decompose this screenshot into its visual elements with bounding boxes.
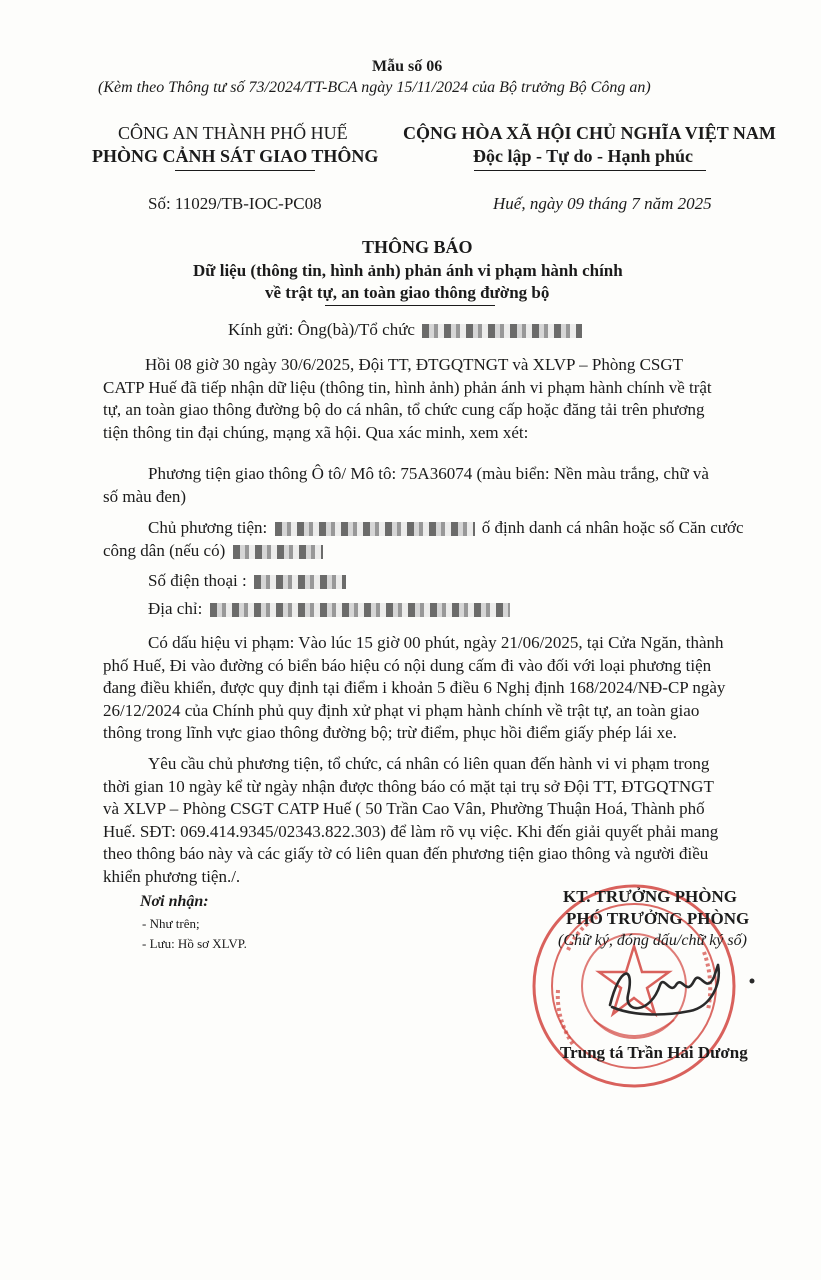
owner-paragraph: [103, 517, 744, 562]
redacted-recipient: [422, 324, 582, 338]
intro-paragraph: [103, 354, 712, 444]
form-attachment-note: (Kèm theo Thông tư số 73/2024/TT-BCA ngày 15/11/2024 của Bộ trưởng Bộ Công an): [98, 79, 651, 96]
request-line: Yêu cầu chủ phương tiện, tổ chức, cá nhân có liên quan đến hành vi vi phạm trong: [148, 754, 710, 773]
owner-line: [103, 517, 744, 540]
request-line: khiển phương tiện./.: [103, 866, 241, 886]
recipient-line: [228, 320, 585, 340]
violation-line: phố Huế, Đi vào đường có biển báo hiệu có nội dung cấm đi vào đối với loại phương tiện: [103, 655, 712, 675]
signer-title-line1: KT. TRƯỞNG PHÒNG: [563, 887, 737, 906]
signer-name: Trung tá Trần Hải Dương: [560, 1043, 748, 1062]
national-motto: Độc lập - Tự do - Hạnh phúc: [473, 146, 694, 166]
title-underline: [325, 305, 495, 306]
department-name: PHÒNG CẢNH SÁT GIAO THÔNG: [92, 146, 379, 166]
recipient-label: Kính gửi: Ông(bà)/Tổ chức: [228, 320, 415, 339]
motto-underline: [474, 170, 706, 171]
handwritten-signature-icon: [590, 955, 770, 1025]
agency-name: CÔNG AN THÀNH PHỐ HUẾ: [118, 123, 348, 143]
intro-line: tiện thông tin đại chúng, mạng xã hội. Qua xác minh, xem xét:: [103, 422, 529, 442]
request-line: theo thông báo này và các giấy tờ có liên quan đến phương tiện giao thông và người điều: [103, 844, 709, 863]
redacted-address: [210, 603, 510, 617]
owner-id-line: [103, 540, 744, 563]
violation-paragraph: [103, 632, 725, 745]
document-subtitle-line1: Dữ liệu (thông tin, hình ảnh) phản ánh vi phạm hành chính: [193, 261, 623, 280]
intro-line: tự, an toàn giao thông đường bộ do cá nhân, tổ chức cung cấp hoặc đăng tải trên phương: [103, 400, 705, 419]
recipient-item: - Lưu: Hồ sơ XLVP.: [142, 936, 247, 951]
request-paragraph: [103, 753, 718, 888]
document-subtitle-line2: về trật tự, an toàn giao thông đường bộ: [265, 283, 550, 302]
vehicle-line: Phương tiện giao thông Ô tô/ Mô tô: 75A36074 (màu biển: Nền màu trắng, chữ và: [148, 464, 709, 483]
owner-id-text: ố định danh cá nhân hoặc số Căn cước: [481, 518, 744, 537]
republic-name: CỘNG HÒA XÃ HỘI CHỦ NGHĨA VIỆT NAM: [403, 123, 776, 143]
redacted-id: [233, 545, 323, 559]
recipient-item: - Như trên;: [142, 916, 200, 931]
redacted-phone: [254, 575, 346, 589]
intro-line: CATP Huế đã tiếp nhận dữ liệu (thông tin, hình ảnh) phản ánh vi phạm hành chính về trật: [103, 377, 712, 397]
phone-line: [148, 570, 349, 593]
owner-id-label: công dân (nếu có): [103, 540, 226, 560]
violation-line: đang điều khiển, được quy định tại điểm i khoản 5 điều 6 Nghị định 168/2024/NĐ-CP ngày: [103, 678, 726, 697]
recipients-title: Nơi nhận:: [140, 893, 209, 910]
owner-label: Chủ phương tiện:: [148, 518, 268, 537]
recipients-list: [142, 914, 247, 954]
phone-label: Số điện thoại :: [148, 571, 247, 590]
signature-note: (Chữ ký, đóng dấu/chữ ký số): [558, 932, 747, 949]
violation-line: thông trong lĩnh vực giao thông đường bộ; trừ điểm, phục hồi điểm giấy phép lái xe.: [103, 723, 677, 742]
address-line: [148, 598, 513, 621]
vehicle-line: số màu đen): [103, 486, 187, 506]
form-number: Mẫu số 06: [372, 58, 443, 75]
place-and-date: Huế, ngày 09 tháng 7 năm 2025: [493, 194, 712, 213]
signer-title-line2: PHÓ TRƯỞNG PHÒNG: [566, 909, 750, 928]
department-underline: [175, 170, 315, 171]
violation-line: Có dấu hiệu vi phạm: Vào lúc 15 giờ 00 phút, ngày 21/06/2025, tại Cửa Ngăn, thành: [148, 633, 724, 652]
document-number: Số: 11029/TB-IOC-PC08: [148, 194, 322, 213]
request-line: và XLVP – Phòng CSGT CATP Huế ( 50 Trần Cao Vân, Phường Thuận Hoá, Thành phố: [103, 799, 705, 818]
document-title: THÔNG BÁO: [362, 237, 473, 257]
redacted-owner: [275, 522, 475, 536]
vehicle-paragraph: [103, 463, 709, 508]
intro-line: Hồi 08 giờ 30 ngày 30/6/2025, Đội TT, ĐTGQTNGT và XLVP – Phòng CSGT: [145, 355, 684, 374]
violation-line: 26/12/2024 của Chính phủ quy định xử phạt vi phạm hành chính về trật tự, an toàn giao: [103, 700, 700, 720]
address-label: Địa chỉ:: [148, 599, 203, 618]
request-line: thời gian 10 ngày kể từ ngày nhận được thông báo có mặt tại trụ sở Đội TT, ĐTGQTNGT: [103, 776, 714, 796]
request-line: Huế. SĐT: 069.414.9345/02343.822.303) để làm rõ vụ việc. Khi đến giải quyết phải mang: [103, 821, 719, 841]
